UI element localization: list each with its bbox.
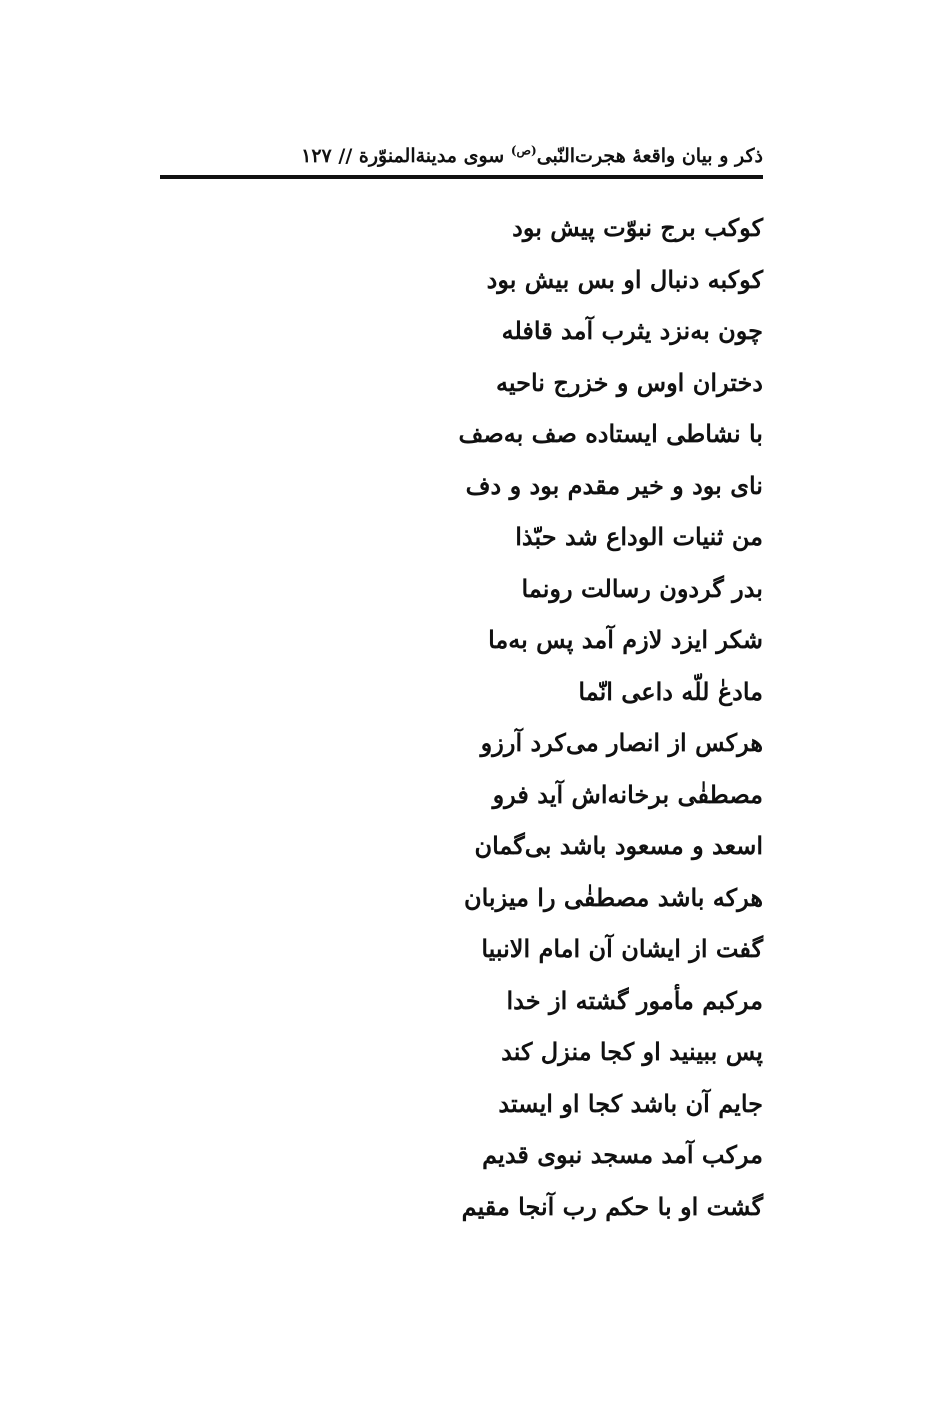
verse-line: با نشاطی ایستاده صف به‌صف — [458, 419, 763, 448]
verse-line: مصطفٰی برخانه‌اش آید فرو — [492, 779, 763, 809]
running-header — [160, 138, 763, 174]
verse-line: پس ببینید او کجا منزل کند — [501, 1037, 763, 1066]
verse-line: کوکبه دنبال او بس بیش بود — [486, 264, 763, 294]
header-divider — [160, 175, 763, 179]
verse-line: مرکبم مأمور گشته از خدا — [506, 985, 763, 1015]
verse-line: چون به‌نزد یثرب آمد قافله — [501, 316, 763, 345]
verse-line: کوکب برج نبوّت پیش بود — [512, 213, 763, 242]
verse-line: من ثنیات الوداع شد حبّذا — [515, 522, 763, 551]
header-honorific: (ص) — [510, 143, 537, 158]
verse-line: هرکه باشد مصطفٰی را میزبان — [463, 882, 763, 912]
poem — [160, 208, 763, 1238]
verse-line: هرکس از انصار می‌کرد آرزو — [480, 728, 763, 757]
verse-line: مادعٰ للّه داعی انّما — [578, 676, 763, 706]
verse-line: شکر ایزد لازم آمد پس به‌ما — [488, 625, 763, 654]
header-title-page-number: سوی مدینة‌المنوّرة // ۱۲۷ — [301, 145, 511, 167]
verse-line: بدر گردون رسالت رونما — [521, 573, 763, 603]
verse-line: گشت او با حکم رب آنجا مقیم — [461, 1191, 763, 1221]
verse-line: نای بود و خیر مقدم بود و دف — [465, 470, 763, 500]
verse-line: گفت از ایشان آن امام الانبیا — [481, 934, 763, 963]
verse-line: دختران اوس و خزرج ناحیه — [496, 367, 763, 397]
verse-line: جایم آن باشد کجا او ایستد — [498, 1088, 763, 1118]
verse-line: مرکب آمد مسجد نبوی قدیم — [482, 1140, 763, 1169]
verse-line: اسعد و مسعود باشد بی‌گمان — [474, 831, 763, 860]
header-title-text: ذکر و بیان واقعۀ هجرت‌النّبی — [536, 145, 763, 167]
